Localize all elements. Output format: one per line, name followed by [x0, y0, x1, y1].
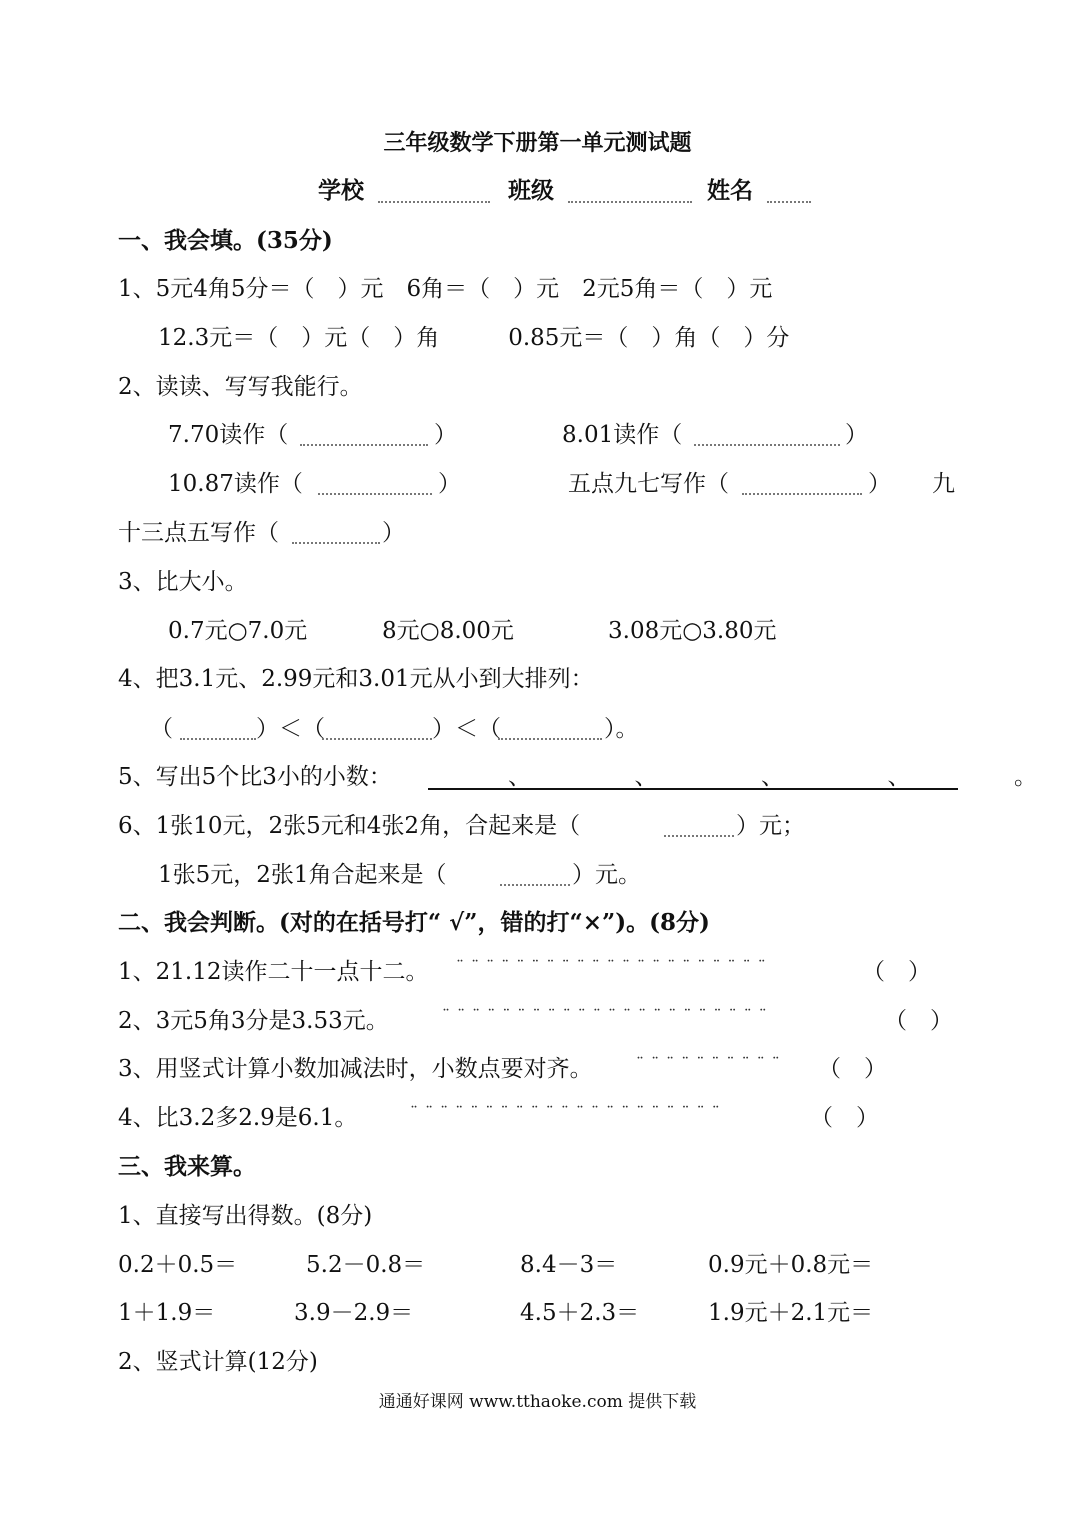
calc-r2-c4: 1.9元＋2.1元＝ — [708, 1300, 874, 1326]
judge-item-1: 1、21.12读作二十一点十二。 — [118, 959, 429, 985]
q2-read-801-close: ） — [845, 422, 868, 448]
q2-read-770-blank[interactable] — [300, 444, 428, 446]
judge-item-2-leader: ¨ ¨ ¨ ¨ ¨ ¨ ¨ ¨ ¨ ¨ ¨ ¨ ¨ ¨ ¨ ¨ ¨ ¨ ¨ ¨ ¨ ¨ — [442, 1006, 768, 1025]
q6-blank-2[interactable] — [500, 884, 570, 886]
q2-read-1087-blank[interactable] — [318, 493, 432, 495]
section-1-heading: 一、我会填。(35分) — [118, 227, 333, 254]
q3-heading: 3、比大小。 — [118, 569, 248, 595]
q2-write-597-blank[interactable] — [742, 493, 862, 495]
calc-r1-c1: 0.2＋0.5＝ — [118, 1252, 238, 1278]
q3-compare-a: 0.7元○7.0元 — [168, 618, 308, 644]
q2-write-935: 十三点五写作（ — [118, 520, 279, 546]
q3-compare-b: 8元○8.00元 — [382, 618, 514, 644]
s3-q2-heading: 2、竖式计算(12分) — [118, 1349, 318, 1375]
s3-q1-heading: 1、直接写出得数。(8分) — [118, 1203, 373, 1229]
judge-item-1-paren[interactable]: （ ） — [862, 959, 931, 985]
q6-line-a: 6、1张10元，2张5元和4张2角，合起来是（ — [118, 813, 581, 839]
section-2-heading: 二、我会判断。(对的在括号打“ √”，错的打“×”)。(8分) — [118, 909, 710, 936]
q6-line-b: 1张5元，2张1角合起来是（ — [158, 862, 447, 888]
q2-write-935-close: ） — [382, 520, 405, 546]
judge-item-4-paren[interactable]: （ ） — [810, 1105, 879, 1131]
q4-open: （ — [150, 716, 173, 742]
q5-heading: 5、写出5个比3小的小数： — [118, 764, 392, 790]
q4-lt-2: ）＜（ — [432, 716, 501, 742]
q2-write-935-blank[interactable] — [292, 542, 380, 544]
q4-heading: 4、把3.1元、2.99元和3.01元从小到大排列： — [118, 666, 594, 692]
calc-r1-c2: 5.2－0.8＝ — [306, 1252, 426, 1278]
judge-item-3-leader: ¨ ¨ ¨ ¨ ¨ ¨ ¨ ¨ ¨ ¨ — [636, 1054, 781, 1073]
page-title: 三年级数学下册第一单元测试题 — [383, 130, 692, 156]
q6-line-a-close: ）元； — [736, 813, 805, 839]
footer-credit: 通通好课网 www.tthaoke.com 提供下载 — [378, 1392, 697, 1412]
q2-heading: 2、读读、写写我能行。 — [118, 374, 363, 400]
q1-line-b: 12.3元＝（ ）元（ ）角 0.85元＝（ ）角（ ）分 — [158, 325, 790, 351]
judge-item-2-paren[interactable]: （ ） — [884, 1008, 953, 1034]
q2-read-801-blank[interactable] — [694, 444, 840, 446]
q2-read-1087: 10.87读作（ — [168, 471, 303, 497]
calc-r2-c2: 3.9－2.9＝ — [294, 1300, 414, 1326]
q2-read-1087-close: ） — [438, 471, 461, 497]
judge-item-4-leader: ¨ ¨ ¨ ¨ ¨ ¨ ¨ ¨ ¨ ¨ ¨ ¨ ¨ ¨ ¨ ¨ ¨ ¨ ¨ ¨ ¨ — [410, 1103, 721, 1122]
q2-write-935-start: 九 — [932, 471, 955, 497]
calc-r2-c3: 4.5＋2.3＝ — [520, 1300, 640, 1326]
q6-blank-1[interactable] — [664, 835, 734, 837]
school-blank[interactable] — [378, 201, 490, 203]
calc-r1-c3: 8.4－3＝ — [520, 1252, 618, 1278]
q5-answer-line[interactable] — [428, 788, 958, 790]
judge-item-1-leader: ¨ ¨ ¨ ¨ ¨ ¨ ¨ ¨ ¨ ¨ ¨ ¨ ¨ ¨ ¨ ¨ ¨ ¨ ¨ ¨ ¨ — [456, 957, 767, 976]
judge-item-3: 3、用竖式计算小数加减法时，小数点要对齐。 — [118, 1056, 593, 1082]
section-3-heading: 三、我来算。 — [118, 1153, 256, 1180]
class-label: 班级 — [508, 177, 554, 204]
calc-r1-c4: 0.9元＋0.8元＝ — [708, 1252, 874, 1278]
q4-blank-1[interactable] — [180, 738, 256, 740]
q2-read-770: 7.70读作（ — [168, 422, 289, 448]
q4-blank-2[interactable] — [322, 738, 432, 740]
name-blank[interactable] — [767, 201, 811, 203]
q2-read-770-close: ） — [434, 422, 457, 448]
q4-close: ）。 — [604, 716, 639, 742]
calc-r2-c1: 1＋1.9＝ — [118, 1300, 216, 1326]
judge-item-3-paren[interactable]: （ ） — [818, 1056, 887, 1082]
judge-item-2: 2、3元5角3分是3.53元。 — [118, 1008, 389, 1034]
class-blank[interactable] — [568, 201, 692, 203]
q3-compare-c: 3.08元○3.80元 — [608, 618, 777, 644]
q1-line-a: 1、5元4角5分＝（ ）元 6角＝（ ）元 2元5角＝（ ）元 — [118, 276, 773, 302]
q5-separators: 、 、 、 、 。 — [508, 764, 1037, 790]
q4-lt-1: ）＜（ — [256, 716, 325, 742]
school-label: 学校 — [318, 177, 364, 204]
q2-write-597: 五点九七写作（ — [568, 471, 729, 497]
q2-write-597-close: ） — [868, 471, 891, 497]
q4-blank-3[interactable] — [498, 738, 602, 740]
name-label: 姓名 — [707, 177, 753, 204]
judge-item-4: 4、比3.2多2.9是6.1。 — [118, 1105, 358, 1131]
q2-read-801: 8.01读作（ — [562, 422, 683, 448]
q6-line-b-close: ）元。 — [572, 862, 641, 888]
